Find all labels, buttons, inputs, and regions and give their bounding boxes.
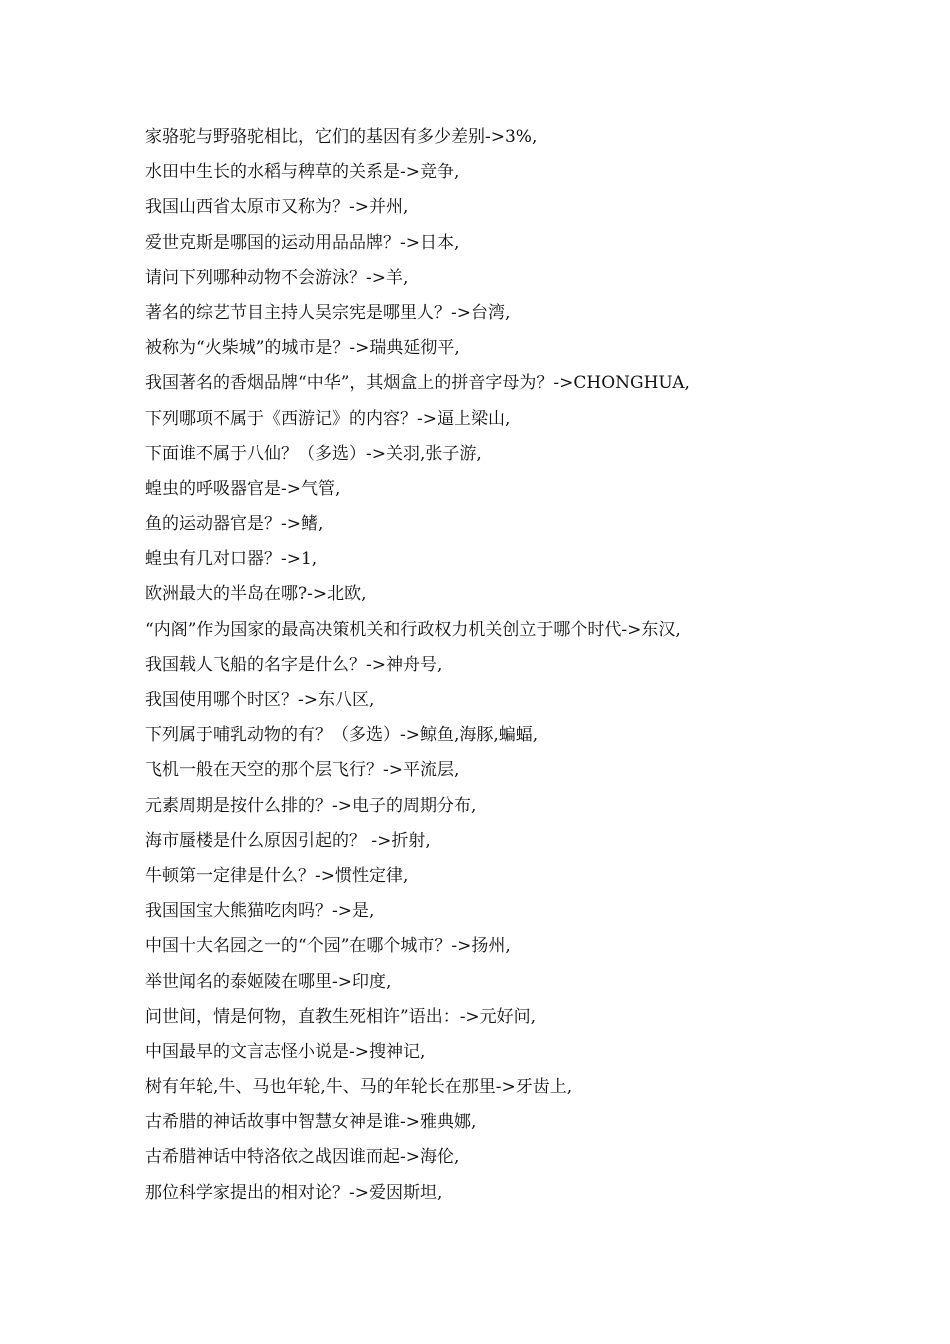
quiz-line: 著名的综艺节目主持人吴宗宪是哪里人？->台湾, xyxy=(145,302,511,323)
quiz-line: 古希腊的神话故事中智慧女神是谁->雅典娜, xyxy=(145,1112,477,1133)
quiz-line: 蝗虫的呼吸器官是->气管, xyxy=(145,478,341,499)
quiz-line: 举世闻名的泰姬陵在哪里->印度, xyxy=(145,971,392,992)
quiz-line: 下列属于哺乳动物的有？（多选）->鲸鱼,海豚,蝙蝠, xyxy=(145,725,539,746)
quiz-line: 下面谁不属于八仙？（多选）->关羽,张子游, xyxy=(145,443,482,464)
quiz-line: 我国载人飞船的名字是什么？->神舟号, xyxy=(145,654,443,675)
quiz-line: 牛顿第一定律是什么？->惯性定律, xyxy=(145,865,409,886)
quiz-line: 飞机一般在天空的那个层飞行？->平流层, xyxy=(145,760,460,781)
quiz-line: 问世间，情是何物，直教生死相许”语出：->元好问, xyxy=(145,1006,537,1027)
quiz-line: 蝗虫有几对口器？->1, xyxy=(145,549,318,570)
quiz-line: 鱼的运动器官是？->鳍, xyxy=(145,514,324,535)
quiz-answer-list xyxy=(145,120,925,1211)
quiz-line: 水田中生长的水稻与稗草的关系是->竞争, xyxy=(145,162,460,183)
quiz-line: 元素周期是按什么排的？->电子的周期分布, xyxy=(145,795,477,816)
quiz-line: 海市蜃楼是什么原因引起的？ ->折射, xyxy=(145,830,431,851)
quiz-line: “内阁”作为国家的最高决策机关和行政权力机关创立于哪个时代->东汉, xyxy=(145,619,681,640)
quiz-line: 请问下列哪种动物不会游泳？->羊, xyxy=(145,267,409,288)
quiz-line: 下列哪项不属于《西游记》的内容？->逼上梁山, xyxy=(145,408,511,429)
quiz-line: 我国著名的香烟品牌“中华”，其烟盒上的拼音字母为？->CHONGHUA, xyxy=(145,373,690,394)
quiz-line: 树有年轮,牛、马也年轮,牛、马的年轮长在那里->牙齿上, xyxy=(145,1077,573,1098)
quiz-line: 我国国宝大熊猫吃肉吗？->是, xyxy=(145,901,375,922)
quiz-line: 我国山西省太原市又称为？->并州, xyxy=(145,197,409,218)
quiz-line: 爱世克斯是哪国的运动用品品牌？->日本, xyxy=(145,232,460,253)
quiz-line: 那位科学家提出的相对论？->爱因斯坦, xyxy=(145,1182,443,1203)
quiz-line: 中国最早的文言志怪小说是->搜神记, xyxy=(145,1041,426,1062)
quiz-line: 被称为“火柴城”的城市是？->瑞典延彻平, xyxy=(145,338,460,359)
quiz-line: 家骆驼与野骆驼相比，它们的基因有多少差别->3%, xyxy=(145,127,538,147)
quiz-line: 古希腊神话中特洛依之战因谁而起->海伦, xyxy=(145,1147,460,1168)
quiz-line: 中国十大名园之一的“个园”在哪个城市？->扬州, xyxy=(145,936,511,957)
quiz-line: 欧洲最大的半岛在哪?->北欧, xyxy=(145,584,367,605)
quiz-line: 我国使用哪个时区？->东八区, xyxy=(145,690,375,710)
